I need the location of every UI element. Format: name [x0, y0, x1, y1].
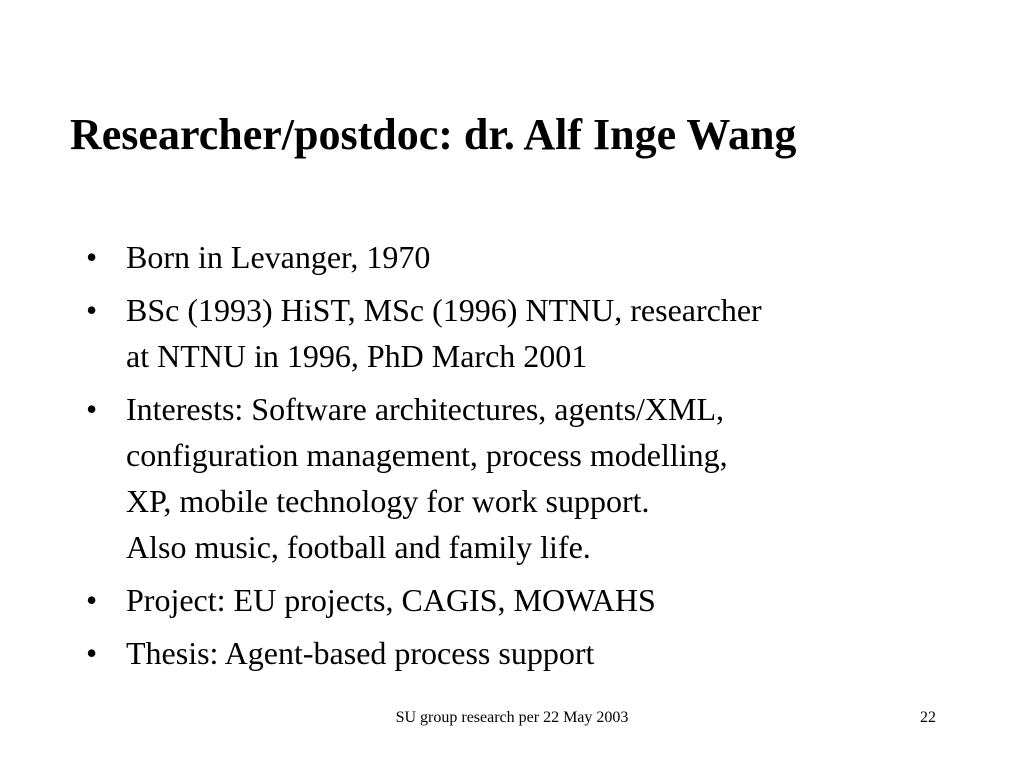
slide-title: Researcher/postdoc: dr. Alf Inge Wang	[70, 110, 797, 159]
bullet-text: Thesis: Agent-based process support	[126, 635, 595, 671]
bullet-text: BSc (1993) HiST, MSc (1996) NTNU, researcher	[126, 292, 762, 328]
bullet-marker: •	[86, 582, 98, 618]
bullet-marker: •	[86, 292, 98, 328]
bullet-item	[86, 386, 966, 570]
bullet-marker: •	[86, 239, 98, 275]
bullet-marker: •	[86, 635, 98, 671]
bullet-text: XP, mobile technology for work support.	[126, 483, 650, 519]
bullet-text: Born in Levanger, 1970	[126, 239, 431, 275]
bullet-text: Project: EU projects, CAGIS, MOWAHS	[126, 582, 656, 618]
bullet-item	[86, 577, 966, 623]
bullet-list	[86, 234, 966, 683]
bullet-item	[86, 630, 966, 676]
footer-text: SU group research per 22 May 2003	[395, 709, 629, 726]
bullet-text: at NTNU in 1996, PhD March 2001	[126, 338, 588, 374]
bullet-item	[86, 287, 966, 379]
bullet-text: Interests: Software architectures, agents/XML,	[126, 391, 725, 427]
bullet-text: Also music, football and family life.	[126, 529, 591, 565]
bullet-item	[86, 234, 966, 280]
bullet-text: configuration management, process modelling,	[126, 437, 728, 473]
bullet-marker: •	[86, 391, 98, 427]
page-number: 22	[920, 709, 936, 726]
